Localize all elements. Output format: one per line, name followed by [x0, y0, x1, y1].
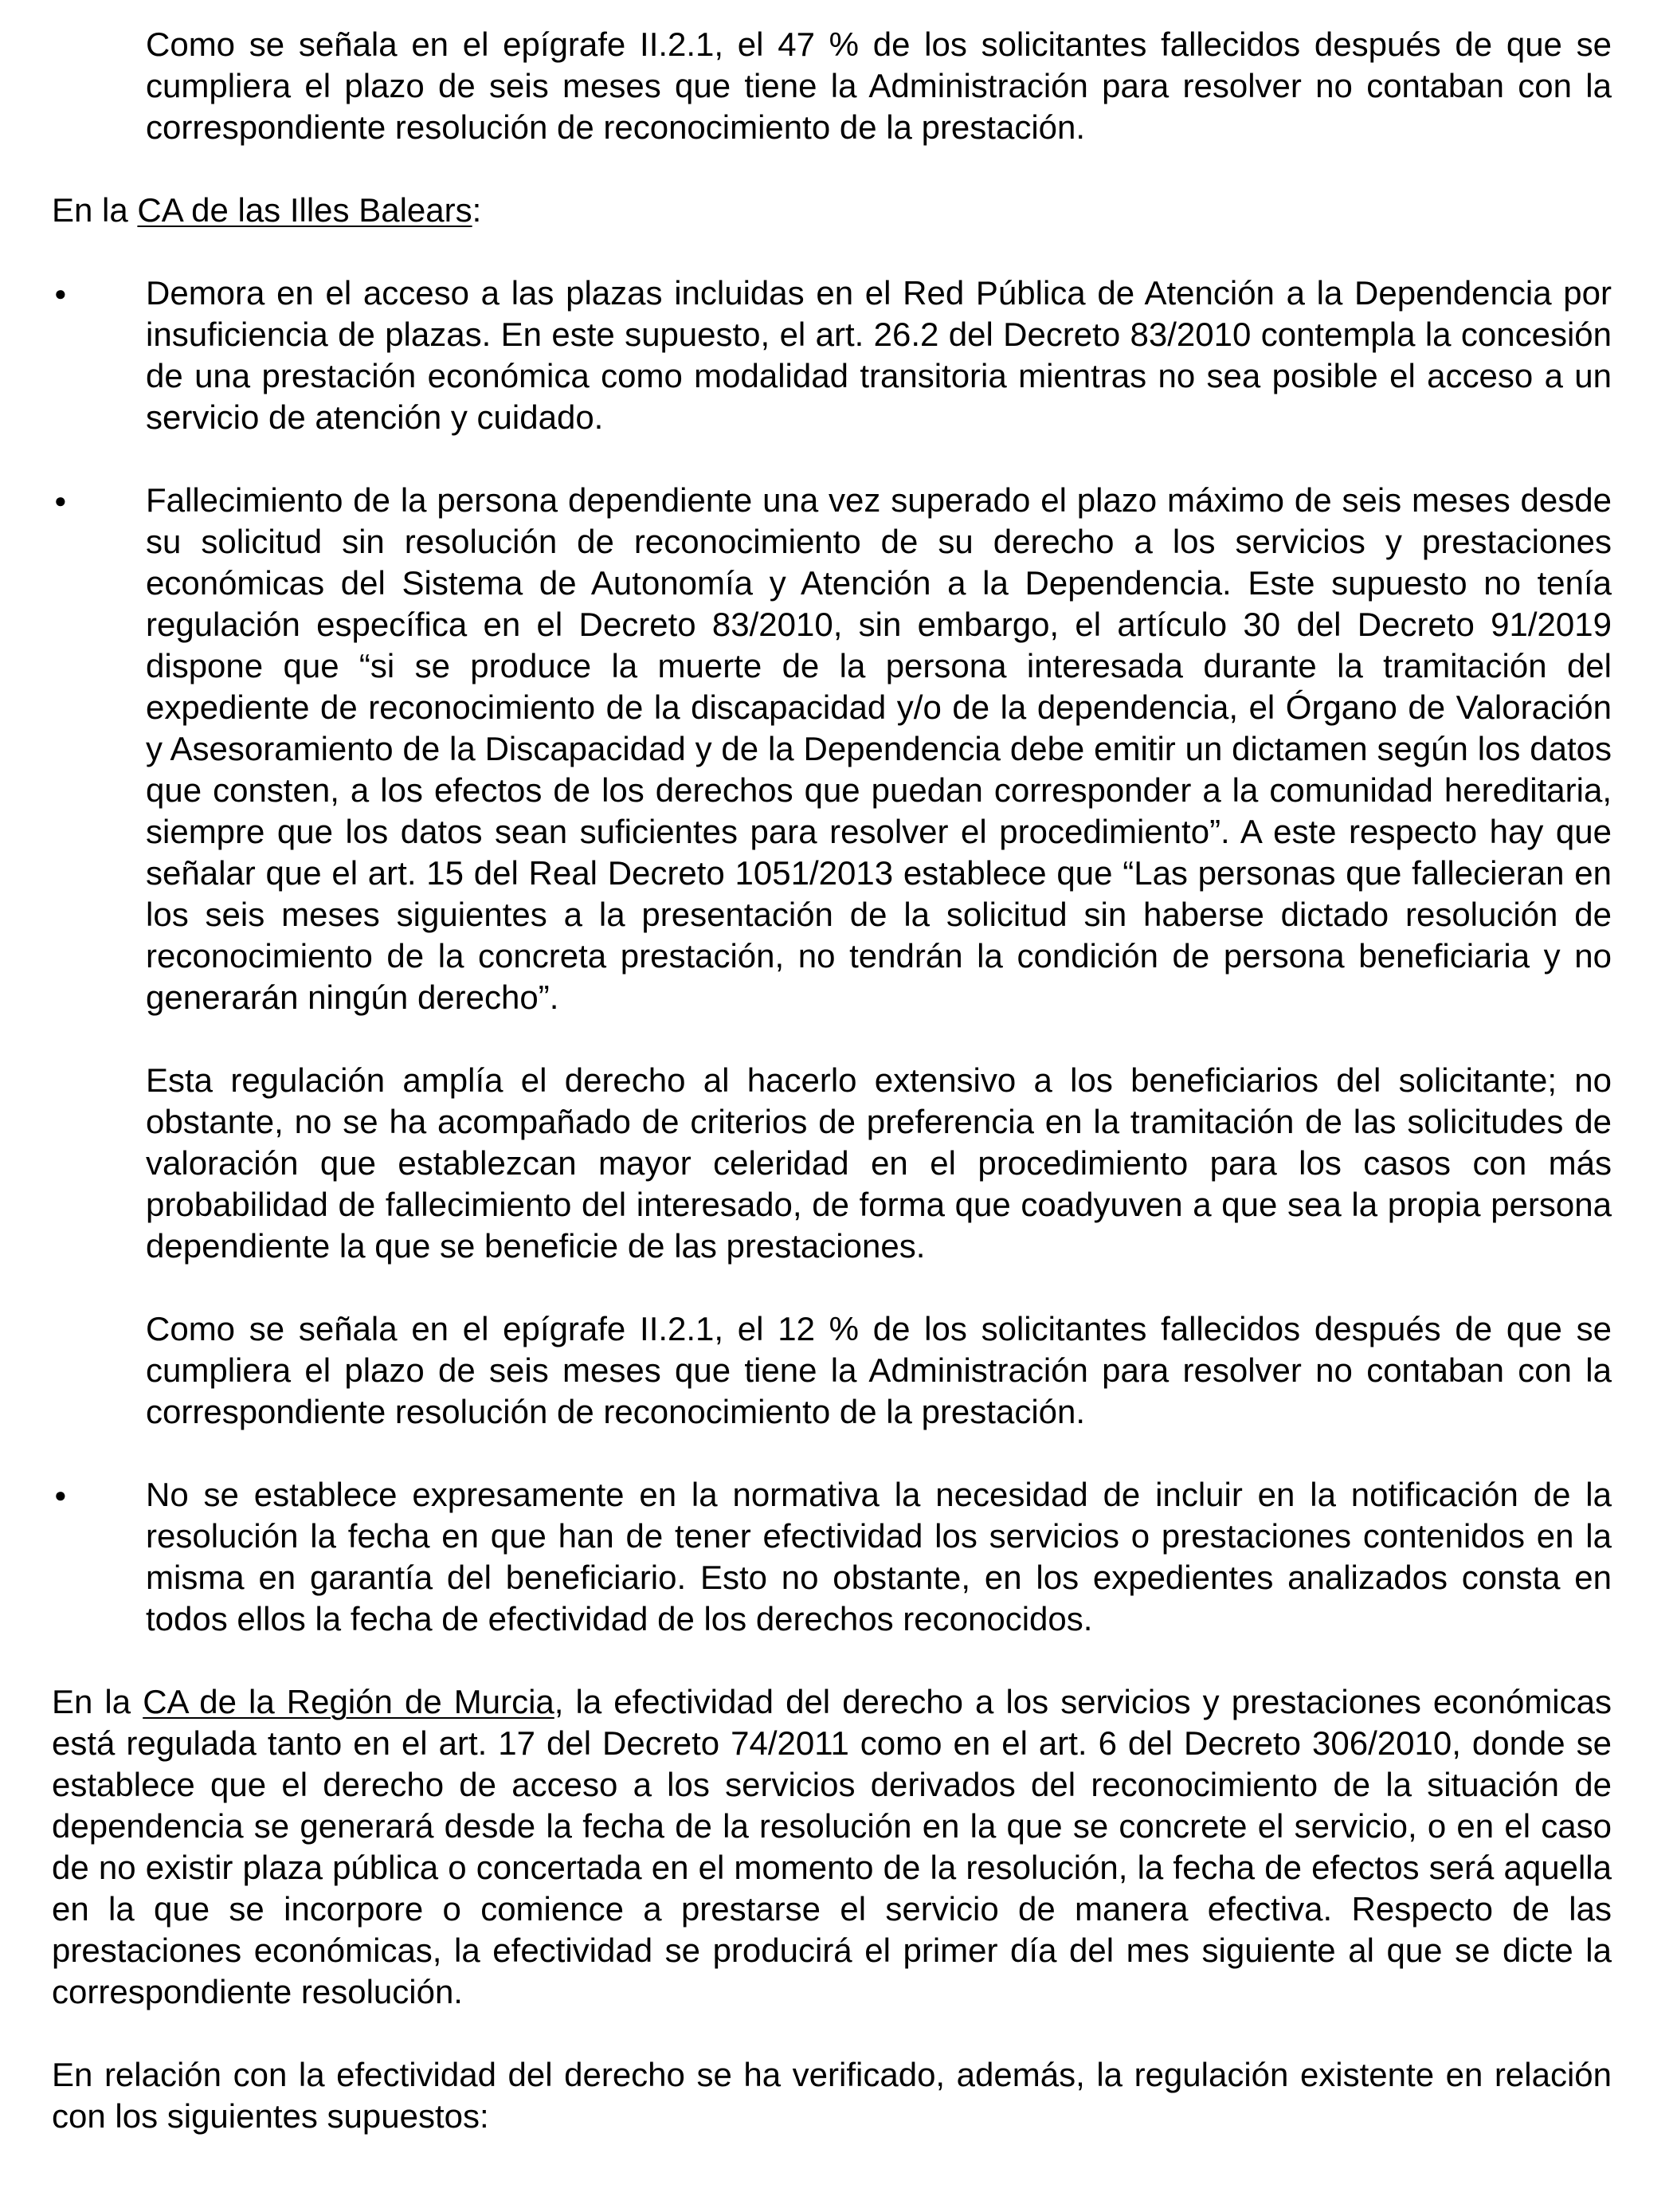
bullet-paragraph-demora: Demora en el acceso a las plazas incluidas en el Red Pública de Atención a la Dependencia por insuficiencia de plazas. En este supuesto, el art. 26.2 del Decreto 83/2010 contempla la concesión de una prestación económica como modalidad transitoria mientras no sea posible el acceso a un servicio de atención y cuidado. — [146, 274, 1612, 436]
bullet-marker-3: ● — [54, 1483, 67, 1507]
paragraph-illes-balears-heading — [52, 190, 1612, 231]
paragraph-12-percent: Como se señala en el epígrafe II.2.1, el 12 % de los solicitantes fallecidos después de que se cumpliera el plazo de seis meses que tiene la Administración para resolver no contaban con la correspondiente resolución de reconocimiento de la prestación. — [146, 1310, 1612, 1430]
murcia-body: , la efectividad del derecho a los servicios y prestaciones económicas está regulada tanto en el art. 17 del Decreto 74/2011 como en el art. 6 del Decreto 306/2010, donde se establece que el derecho de acceso a los servicios derivados del reconocimiento de la situación de dependencia se generará desde la fecha de la resolución en la que se concrete el servicio, o en el caso de no existir plaza pública o concertada en el momento de la resolución, la fecha de efectos será aquella en la que se incorpore o comience a prestarse el servicio de manera efectiva. Respecto de las prestaciones económicas, la efectividad se producirá el primer día del mes siguiente al que se dicte la correspondiente resolución. — [52, 1683, 1612, 2010]
paragraph-intro-47-percent: Como se señala en el epígrafe II.2.1, el 47 % de los solicitantes fallecidos después de que se cumpliera el plazo de seis meses que tiene la Administración para resolver no contaban con la correspondiente resolución de reconocimiento de la prestación. — [146, 25, 1612, 146]
region-name-murcia: CA de la Región de Murcia — [143, 1683, 554, 1720]
murcia-prefix: En la — [52, 1683, 143, 1720]
paragraph-regulacion-amplia: Esta regulación amplía el derecho al hacerlo extensivo a los beneficiarios del solicitante; no obstante, no se ha acompañado de criterios de preferencia en la tramitación de las solicitudes de valoración que establezcan mayor celeridad en el procedimiento para los casos con más probabilidad de fallecimiento del interesado, de forma que coadyuven a que sea la propia persona dependiente la que se beneficie de las prestaciones. — [146, 1061, 1612, 1265]
bullet-marker-1: ● — [54, 281, 67, 305]
heading-prefix: En la — [52, 191, 138, 229]
bullet-paragraph-notificacion: No se establece expresamente en la normativa la necesidad de incluir en la notificación de la resolución la fecha en que han de tener efectividad los servicios o prestaciones contenidos en la misma en garantía del beneficiario. Esto no obstante, en los expedientes analizados consta en todos ellos la fecha de efectividad de los derechos reconocidos. — [146, 1476, 1612, 1637]
paragraph-region-murcia — [52, 1681, 1612, 2013]
bullet-marker-2: ● — [54, 488, 67, 512]
bullet-paragraph-fallecimiento: Fallecimiento de la persona dependiente una vez superado el plazo máximo de seis meses desde su solicitud sin resolución de reconocimiento de su derecho a los servicios y prestaciones económicas del Sistema de Autonomía y Atención a la Dependencia. Este supuesto no tenía regulación específica en el Decreto 83/2010, sin embargo, el artículo 30 del Decreto 91/2019 dispone que “si se produce la muerte de la persona interesada durante la tramitación del expediente de reconocimiento de la discapacidad y/o de la dependencia, el Órgano de Valoración y Asesoramiento de la Discapacidad y de la Dependencia debe emitir un dictamen según los datos que consten, a los efectos de los derechos que puedan corresponder a la comunidad hereditaria, siempre que los datos sean suficientes para resolver el procedimiento”. A este respecto hay que señalar que el art. 15 del Real Decreto 1051/2013 establece que “Las personas que fallecieran en los seis meses siguientes a la presentación de la solicitud sin haberse dictado resolución de reconocimiento de la concreta prestación, no tendrán la condición de persona beneficiaria y no generarán ningún derecho”. — [146, 481, 1612, 1016]
heading-colon: : — [472, 191, 482, 229]
region-name-illes-balears: CA de las Illes Balears — [137, 191, 472, 229]
paragraph-efectividad-supuestos: En relación con la efectividad del derecho se ha verificado, además, la regulación existente en relación con los siguientes supuestos: — [52, 2056, 1612, 2135]
